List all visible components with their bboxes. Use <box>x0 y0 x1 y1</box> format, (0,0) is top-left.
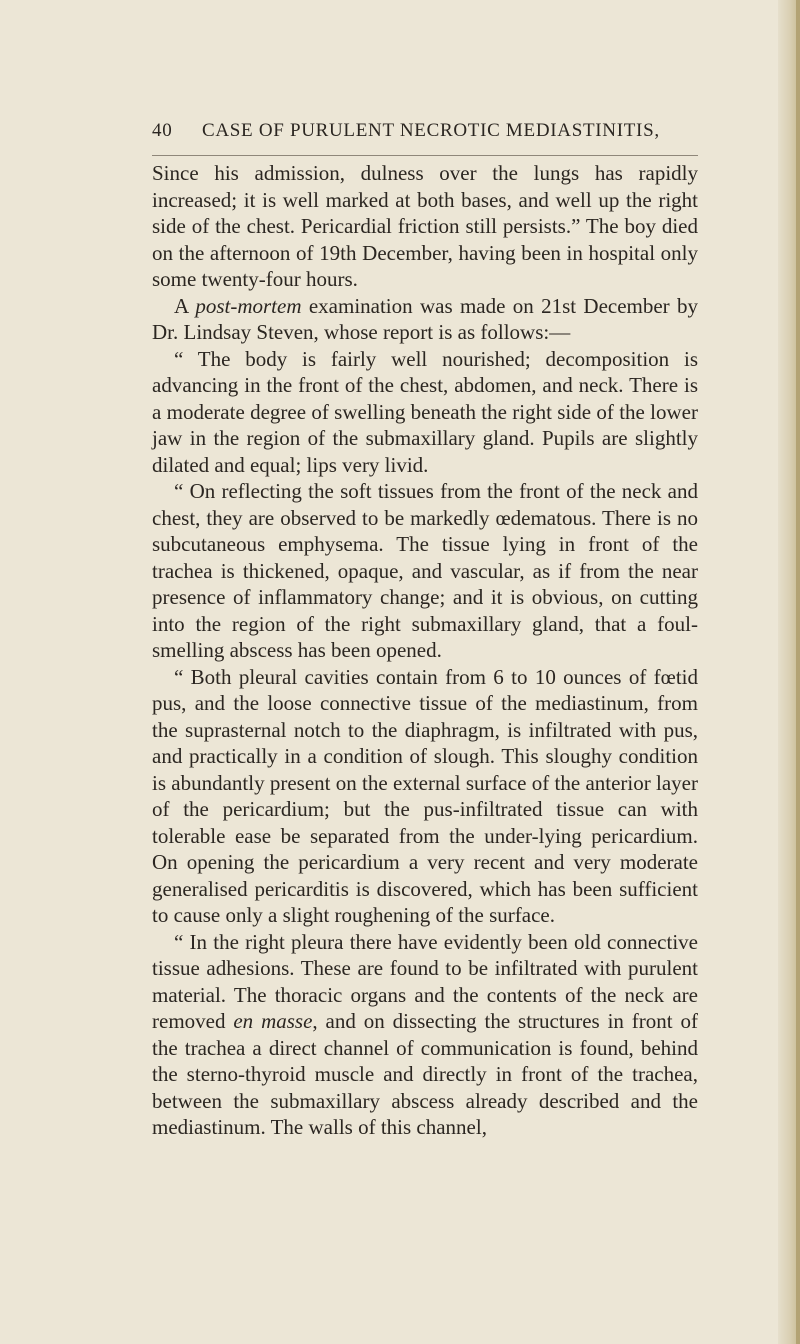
paragraph-6 <box>152 929 698 1141</box>
header-rule <box>152 155 698 156</box>
running-title: CASE OF PURULENT NECROTIC MEDIASTINITIS, <box>202 120 660 141</box>
paragraph-2-end: examination was made on 21st December by Dr. Lindsay Steven, whose report is as follows:— <box>152 293 699 344</box>
body-text <box>152 160 698 1141</box>
paragraph-6-end: , and on dissecting the structures in front of the trachea a direct channel of communication is found, behind the sterno-thyroid muscle and directly in front of the trachea, between the submaxillary abscess already described and the mediastinum. The walls of this channel, <box>152 1009 698 1139</box>
page-edge-border <box>796 0 800 1344</box>
paragraph-4: “ On reflecting the soft tissues from the front of the neck and chest, they are observed to be markedly œdematous. There is no subcutaneous emphysema. The tissue lying in front of the trachea is thickened, opaque, and vascular, as if from the near presence of inflammatory change; and it is obvious, on cutting into the region of the right submaxillary gland, that a foul-smelling abscess has been opened. <box>152 479 698 662</box>
running-header <box>152 120 697 150</box>
paragraph-3: “ The body is fairly well nourished; decomposition is advancing in the front of the chest, abdomen, and neck. There is a moderate degree of swelling beneath the right side of the lower jaw in the region of the submaxillary gland. Pupils are slightly dilated and equal; lips very livid. <box>152 346 698 477</box>
paragraph-6-start: “ In the right pleura there have evidently been old connective tissue adhesions. These are found to be infiltrated with purulent material. The thoracic organs and the contents of the neck are removed <box>152 929 698 1033</box>
page-number: 40 <box>152 120 173 141</box>
paragraph-2-start: A <box>174 293 196 318</box>
paragraph-2 <box>152 293 698 346</box>
paragraph-6-italic: en masse <box>233 1009 313 1033</box>
paragraph-2-italic: post-mortem <box>195 293 302 318</box>
paragraph-5: “ Both pleural cavities contain from 6 to 10 ounces of fœtid pus, and the loose connective tissue of the mediastinum, from the suprasternal notch to the diaphragm, is infiltrated with pus, and practically in a condition of slough. This sloughy condition is abundantly present on the external surface of the anterior layer of the pericardium; but the pus-infiltrated tissue can with tolerable ease be separated from the under-lying pericardium. On opening the pericardium a very recent and very moderate generalised pericarditis is discovered, which has been sufficient to cause only a slight roughening of the surface. <box>152 664 698 927</box>
paragraph-1: Since his admission, dulness over the lungs has rapidly increased; it is well marked at both bases, and well up the right side of the chest. Pericardial friction still persists.” The boy died on the afternoon of 19th December, having been in hospital only some twenty-four hours. <box>152 161 698 291</box>
